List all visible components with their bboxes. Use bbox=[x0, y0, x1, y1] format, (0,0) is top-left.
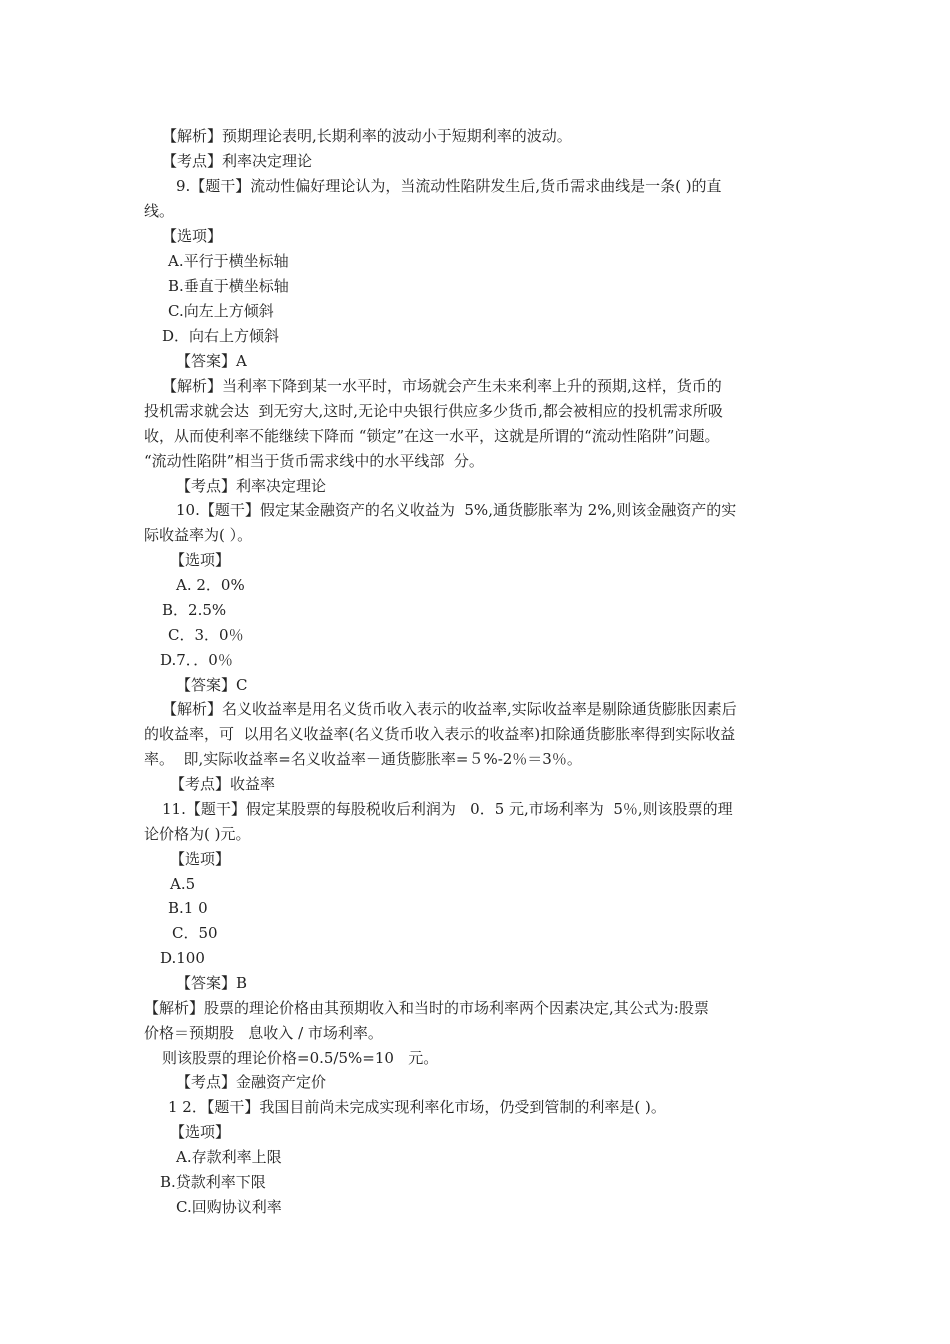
text-line: 【答案】C bbox=[176, 676, 248, 694]
text-line: 【解析】预期理论表明,长期利率的波动小于短期利率的波动。 bbox=[162, 127, 572, 145]
text-line: 【选项】 bbox=[170, 850, 231, 868]
text-line: C.回购协议利率 bbox=[176, 1198, 282, 1216]
text-line: 【解析】名义收益率是用名义货币收入表示的收益率,实际收益率是剔除通货膨胀因素后 bbox=[162, 700, 737, 718]
text-line: 率。 即,实际收益率=名义收益率－通货膨胀率=５%-2％＝3％。 bbox=[144, 750, 582, 768]
text-line: C.向左上方倾斜 bbox=[168, 302, 274, 320]
text-line: 价格＝预期股 息收入 / 市场利率。 bbox=[144, 1024, 383, 1042]
text-line: A.5 bbox=[170, 875, 196, 893]
text-line: 【考点】收益率 bbox=[170, 775, 276, 793]
text-line: B.贷款利率下限 bbox=[160, 1173, 266, 1191]
text-line: 投机需求就会达 到无穷大,这时,无论中央银行供应多少货币,都会被相应的投机需求所吸 bbox=[144, 402, 723, 420]
text-line: A.平行于横坐标轴 bbox=[168, 252, 289, 270]
text-line: D.100 bbox=[160, 949, 205, 967]
text-line: 【解析】当利率下降到某一水平时，市场就会产生未来利率上升的预期,这样，货币的 bbox=[162, 377, 722, 395]
text-line: “流动性陷阱”相当于货币需求线中的水平线部 分。 bbox=[144, 452, 484, 470]
text-line: 11.【题干】假定某股票的每股税收后利润为 0．5 元,市场利率为 5％,则该股票的理 bbox=[162, 800, 733, 818]
text-line: 际收益率为( ）。 bbox=[144, 526, 253, 544]
text-line: D.7．．0％ bbox=[160, 651, 233, 669]
text-line: 【选项】 bbox=[170, 1123, 231, 1141]
text-line: B.垂直于横坐标轴 bbox=[168, 277, 289, 295]
text-line: 10.【题干】假定某金融资产的名义收益为 5%,通货膨胀率为 2%,则该金融资产的实 bbox=[176, 501, 737, 519]
text-line: 收，从而使利率不能继续下降而 “锁定”在这一水平，这就是所谓的“流动性陷阱”问题。 bbox=[144, 427, 720, 445]
text-line: 【考点】利率决定理论 bbox=[162, 152, 313, 170]
text-line: 则该股票的理论价格=0.5/5%=10 元。 bbox=[162, 1049, 439, 1067]
text-line: B．2.5% bbox=[162, 601, 227, 619]
text-line: 【考点】金融资产定价 bbox=[176, 1073, 327, 1091]
text-line: B.1 0 bbox=[168, 899, 208, 917]
text-line: 【考点】利率决定理论 bbox=[176, 477, 327, 495]
text-line: 9.【题干】流动性偏好理论认为，当流动性陷阱发生后,货币需求曲线是一条( )的直 bbox=[176, 177, 722, 195]
text-line: A.存款利率上限 bbox=[176, 1148, 282, 1166]
text-line: 【选项】 bbox=[162, 227, 223, 245]
text-line: D．向右上方倾斜 bbox=[162, 327, 280, 345]
text-line: 【解析】股票的理论价格由其预期收入和当时的市场利率两个因素决定,其公式为:股票 bbox=[144, 999, 709, 1017]
text-line: 论价格为( )元。 bbox=[144, 825, 251, 843]
text-line: 【答案】B bbox=[176, 974, 248, 992]
text-line: 【答案】A bbox=[176, 352, 247, 370]
text-line: 【选项】 bbox=[170, 551, 231, 569]
text-line: C．50 bbox=[172, 924, 218, 942]
text-line: C．3．0％ bbox=[168, 626, 244, 644]
text-line: 的收益率，可 以用名义收益率(名义货币收入表示的收益率)扣除通货膨胀率得到实际收益 bbox=[144, 725, 736, 743]
text-line: A. 2．0% bbox=[176, 576, 245, 594]
text-line: 线。 bbox=[144, 202, 175, 220]
text-line: 1 2．【题干】我国目前尚未完成实现利率化市场，仍受到管制的利率是( )。 bbox=[168, 1098, 666, 1116]
